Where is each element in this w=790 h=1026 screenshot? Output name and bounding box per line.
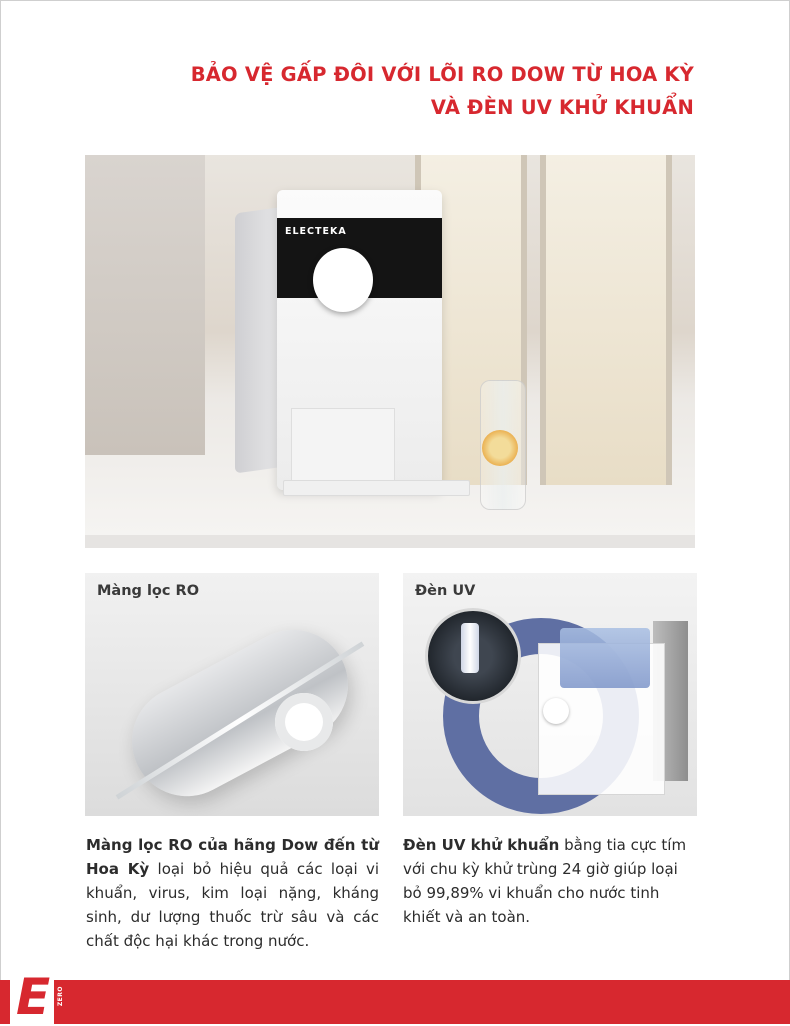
ro-description-bold: Màng lọc RO của hãng Dow đến từ Hoa Kỳ: [86, 836, 379, 878]
ro-card-label: Màng lọc RO: [97, 583, 200, 599]
hero-product-photo: [85, 155, 695, 548]
title-line-1: BẢO VỆ GẤP ĐÔI VỚI LÕI RO DOW TỪ HOA KỲ: [190, 63, 694, 86]
zero-mark: ZERO: [57, 986, 64, 1007]
ro-description: [86, 833, 379, 953]
ro-membrane-card: [85, 573, 379, 816]
uv-card-label: Đèn UV: [415, 583, 476, 599]
page-title: [191, 58, 694, 124]
purifier-drip-tray: [291, 408, 395, 482]
brand-logo-letter: E: [16, 968, 51, 1026]
uv-machine-illustration: [538, 613, 688, 798]
machine-tank: [560, 628, 650, 688]
kitchen-wall: [85, 155, 205, 455]
purifier-base: [283, 480, 470, 496]
brand-logo: [10, 969, 54, 1024]
window-right: [540, 155, 672, 485]
machine-tap: [543, 698, 569, 724]
uv-description-bold: Đèn UV khử khuẩn: [403, 836, 560, 854]
water-purifier: [235, 190, 445, 510]
ro-membrane-end: [275, 693, 333, 751]
uv-lamp-core: [461, 623, 479, 673]
counter-edge: [85, 535, 695, 548]
title-line-2: VÀ ĐÈN UV KHỬ KHUẨN: [430, 96, 694, 119]
footer-bar: [0, 980, 790, 1024]
ro-description-text: loại bỏ hiệu quả các loại vi khuẩn, virus, kim loại nặng, kháng sinh, dư lượng thuốc trừ sâu và các chất độc hại khác trong nước.: [86, 860, 380, 950]
uv-description: [403, 833, 695, 929]
purifier-tap: [313, 248, 373, 312]
uv-lamp-card: [403, 573, 697, 816]
purifier-brand: ELECTEKA: [285, 226, 347, 237]
uv-description-text: bằng tia cực tím với chu kỳ khử trùng 24 giờ giúp loại bỏ 99,89% vi khuẩn cho nước tinh khiết và an toàn.: [403, 836, 687, 926]
lemon-slice: [482, 430, 518, 466]
